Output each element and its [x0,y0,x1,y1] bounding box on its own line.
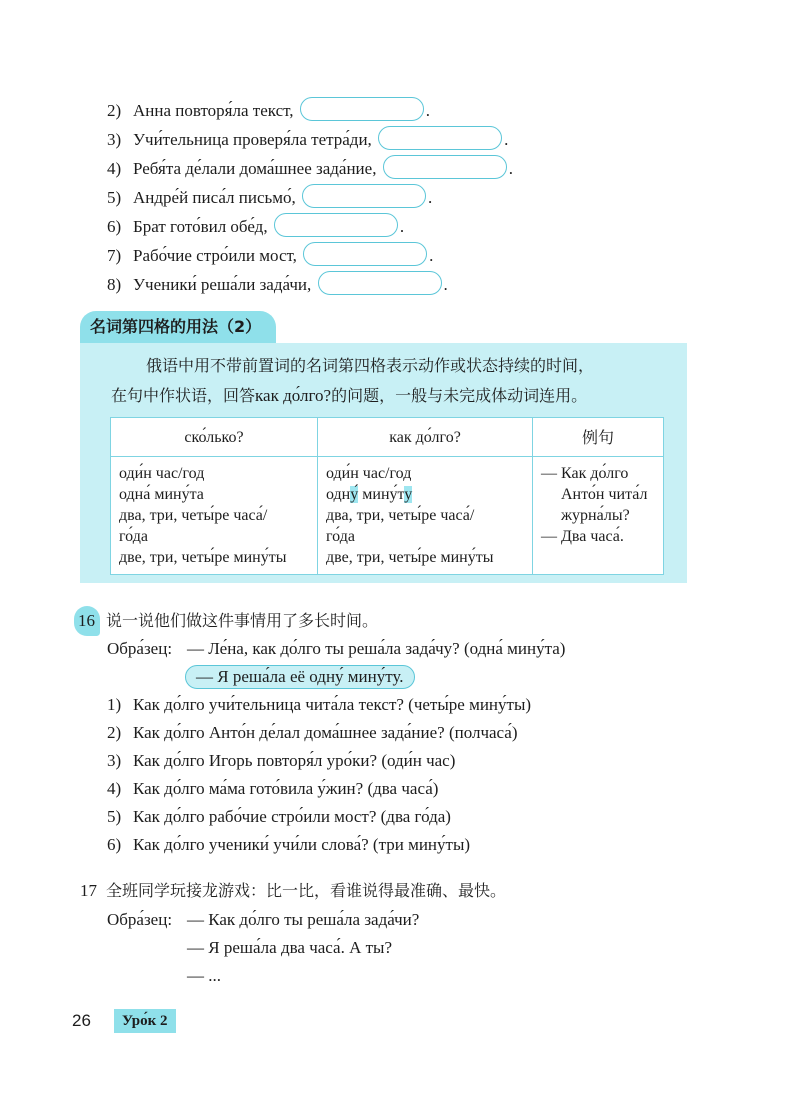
grammar-text: 俄语中用不带前置词的名词第四格表示动作或状态持续的时间， [146,356,595,375]
cell-line: — Как до́лго [541,465,629,482]
cell-line: оди́н час/год [326,465,412,482]
item-text: Как до́лго ма́ма гото́вила у́жин? (два часа́) [133,779,439,798]
item-number: 5) [107,807,122,826]
grammar-question: как до́лго? [255,386,332,405]
item-text: Как до́лго ученики́ учи́ли слова́? (три мину́ты) [133,835,471,854]
item-text: Андре́й писа́л письмо́, [133,188,296,207]
item-text: Брат гото́вил обе́д, [133,217,268,236]
item-text: Как до́лго Анто́н де́лал дома́шнее зада́ние? (полчаса́) [133,723,518,742]
item-text: Как до́лго учи́тельница чита́ла текст? (четы́ре мину́ты) [133,695,532,714]
answer-blank[interactable] [383,155,507,179]
exercise-title: 全班同学玩接龙游戏：比一比，看谁说得最准确、最快。 [106,881,507,900]
table-header-row [111,418,664,457]
model-line: — Я реша́ла два часа́. А ты? [187,938,393,957]
model-answer-text: — Я реша́ла её одну́ мину́ту. [185,665,415,689]
model-text: — Как до́лго ты реша́ла зада́чи? [187,910,420,929]
cell-line: — Два часа́. [541,528,624,545]
item-end-punct: . [399,217,405,236]
exercise-item [107,97,430,122]
grammar-text-line2 [111,384,587,408]
exercise-item [107,155,513,180]
list-item [107,722,518,744]
item-number: 6) [107,835,122,854]
model-answer [187,665,415,689]
cell-line: два, три, четы́ре часа́/ [326,507,475,524]
item-text: Учи́тельница проверя́ла тетра́ди, [133,130,372,149]
answer-blank[interactable] [378,126,502,150]
item-end-punct: . [504,130,509,149]
item-text: Как до́лго рабо́чие стро́или мост? (два го́да) [133,807,451,826]
exercise-item [107,184,432,209]
cell-line [326,484,524,505]
list-item [107,778,438,800]
item-number: 4) [107,159,122,178]
grammar-table [110,417,664,575]
item-number: 1) [107,695,122,714]
item-end-punct: . [425,101,431,120]
cell-line: две, три, четы́ре мину́ты [326,549,494,566]
item-text: Ребя́та де́лали дома́шнее зада́ние, [133,159,377,178]
item-text: Ученики́ реша́ли зада́чи, [133,275,312,294]
word-part: одн [326,486,351,503]
exercise-item [107,242,433,267]
list-item [107,834,470,856]
item-number: 2) [107,101,122,120]
list-item [107,750,455,772]
cell-line: оди́н час/год [119,465,205,482]
list-item [107,694,531,716]
grammar-section-title: 名词第四格的用法（2） [80,311,276,343]
grammar-text: 在句中作状语，回答 [111,386,256,405]
item-number: 5) [107,188,122,207]
item-number: 3) [107,751,122,770]
item-number: 4) [107,779,122,798]
exercise-number: 16 [78,611,95,630]
cell-line: го́да [326,528,355,545]
cell-line: две, три, четы́ре мину́ты [119,549,287,566]
lesson-tag: Уро́к 2 [114,1009,176,1033]
item-end-punct: . [429,246,434,265]
item-end-punct: . [428,188,433,207]
model-line [107,909,419,931]
item-end-punct: . [443,275,448,294]
answer-blank[interactable] [302,184,426,208]
exercise-item [107,213,404,238]
table-cell [533,457,664,575]
list-item [107,806,451,828]
item-number: 6) [107,217,122,236]
answer-blank[interactable] [274,213,398,237]
item-number: 8) [107,275,122,294]
model-question [107,638,565,660]
exercise-item [107,126,508,151]
ending-highlight: у́ [350,486,359,503]
cell-line: журна́лы? [561,507,630,524]
table-cell [318,457,533,575]
table-header: как до́лго? [318,418,533,457]
cell-line: го́да [119,528,148,545]
answer-blank[interactable] [303,242,427,266]
table-header: 例句 [533,418,664,457]
exercise-number: 17 [80,881,97,900]
item-number: 7) [107,246,122,265]
table-header: ско́лько? [111,418,318,457]
cell-line: два, три, четы́ре часа́/ [119,507,268,524]
exercise-item [107,271,448,296]
model-line: — ... [187,966,221,985]
ending-highlight: у [404,486,413,503]
answer-blank[interactable] [318,271,442,295]
word-part: мину́т [358,486,405,503]
item-number: 3) [107,130,122,149]
model-label: Обра́зец: [107,910,173,929]
answer-blank[interactable] [300,97,424,121]
grammar-text-line1 [146,354,594,378]
exercise-title: 说一说他们做这件事情用了多长时间。 [106,611,379,630]
cell-line: одна́ мину́та [119,486,204,503]
item-end-punct: . [508,159,513,178]
grammar-text: 的问题，一般与未完成体动词连用。 [331,386,588,405]
cell-line: Анто́н чита́л [561,486,648,503]
table-cell [111,457,318,575]
item-text: Рабо́чие стро́или мост, [133,246,297,265]
item-text: Как до́лго Игорь повторя́л уро́ки? (оди́н час) [133,751,456,770]
item-number: 2) [107,723,122,742]
table-row [111,457,664,575]
model-label: Обра́зец: [107,639,173,658]
item-text: Анна повторя́ла текст, [133,101,294,120]
page-number: 26 [72,1011,91,1030]
model-question-text: — Ле́на, как до́лго ты реша́ла зада́чу? (одна́ мину́та) [187,639,566,658]
